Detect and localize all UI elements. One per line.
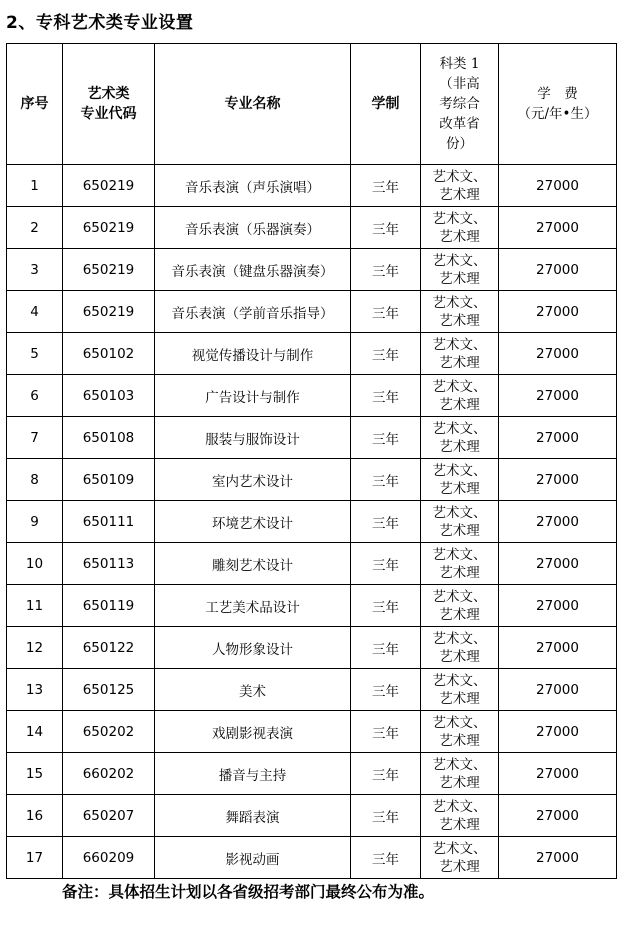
- header-fee-line2: （元/年•生）: [517, 106, 598, 122]
- cell-code: 650125: [63, 669, 155, 711]
- header-category-line: 考综合: [439, 96, 480, 112]
- cell-duration: 三年: [351, 333, 421, 375]
- footnote: 备注：具体招生计划以各省级招考部门最终公布为准。: [62, 883, 435, 901]
- cell-fee: 27000: [499, 669, 617, 711]
- cell-category-line1: 艺术文、: [432, 420, 487, 437]
- cell-index: 16: [7, 795, 63, 837]
- cell-name: 影视动画: [155, 837, 351, 879]
- cell-code: 650219: [63, 165, 155, 207]
- cell-name: 视觉传播设计与制作: [155, 333, 351, 375]
- table-row: [7, 837, 617, 879]
- table-row: [7, 669, 617, 711]
- cell-category-line1: 艺术文、: [432, 630, 487, 647]
- cell-name: 服装与服饰设计: [155, 417, 351, 459]
- cell-category: [421, 501, 499, 543]
- cell-duration: 三年: [351, 459, 421, 501]
- cell-index: 5: [7, 333, 63, 375]
- cell-fee: 27000: [499, 207, 617, 249]
- table-row: [7, 711, 617, 753]
- cell-fee: 27000: [499, 459, 617, 501]
- cell-category-line1: 艺术文、: [432, 294, 487, 311]
- table-row: [7, 627, 617, 669]
- cell-category-line2: 艺术理: [439, 270, 480, 287]
- table-body: [7, 165, 617, 879]
- cell-code: 650113: [63, 543, 155, 585]
- cell-code: 650202: [63, 711, 155, 753]
- cell-code: 650219: [63, 249, 155, 291]
- cell-category: [421, 753, 499, 795]
- table-row: [7, 585, 617, 627]
- cell-fee: 27000: [499, 837, 617, 879]
- cell-category-line1: 艺术文、: [432, 756, 487, 773]
- cell-category-line2: 艺术理: [439, 396, 480, 413]
- cell-index: 13: [7, 669, 63, 711]
- cell-category-line2: 艺术理: [439, 648, 480, 665]
- cell-name: 舞蹈表演: [155, 795, 351, 837]
- cell-fee: 27000: [499, 585, 617, 627]
- cell-category-line1: 艺术文、: [432, 714, 487, 731]
- cell-code: 650122: [63, 627, 155, 669]
- cell-category-line1: 艺术文、: [432, 252, 487, 269]
- table-header-row: [7, 44, 617, 165]
- table-row: [7, 543, 617, 585]
- cell-index: 4: [7, 291, 63, 333]
- cell-category-line1: 艺术文、: [432, 840, 487, 857]
- cell-duration: 三年: [351, 291, 421, 333]
- cell-category-line2: 艺术理: [439, 774, 480, 791]
- cell-category-line2: 艺术理: [439, 312, 480, 329]
- table-row: [7, 753, 617, 795]
- cell-name: 工艺美术品设计: [155, 585, 351, 627]
- header-duration: 学制: [351, 44, 421, 165]
- cell-category-line2: 艺术理: [439, 354, 480, 371]
- table-row: [7, 375, 617, 417]
- cell-index: 17: [7, 837, 63, 879]
- table-row: [7, 501, 617, 543]
- cell-fee: 27000: [499, 249, 617, 291]
- cell-index: 12: [7, 627, 63, 669]
- cell-code: 650111: [63, 501, 155, 543]
- cell-category-line2: 艺术理: [439, 186, 480, 203]
- cell-category: [421, 669, 499, 711]
- cell-name: 环境艺术设计: [155, 501, 351, 543]
- cell-category: [421, 795, 499, 837]
- cell-code: 660209: [63, 837, 155, 879]
- cell-fee: 27000: [499, 501, 617, 543]
- cell-duration: 三年: [351, 837, 421, 879]
- header-category-line: 份）: [446, 136, 473, 152]
- cell-category-line2: 艺术理: [439, 690, 480, 707]
- table-row: [7, 333, 617, 375]
- cell-name: 音乐表演（乐器演奏）: [155, 207, 351, 249]
- cell-index: 6: [7, 375, 63, 417]
- header-code: [63, 44, 155, 165]
- section-title: 2、专科艺术类专业设置: [6, 13, 194, 33]
- cell-fee: 27000: [499, 795, 617, 837]
- cell-category-line2: 艺术理: [439, 480, 480, 497]
- header-category: [421, 44, 499, 165]
- cell-fee: 27000: [499, 333, 617, 375]
- cell-category: [421, 711, 499, 753]
- cell-category-line1: 艺术文、: [432, 378, 487, 395]
- cell-index: 2: [7, 207, 63, 249]
- cell-index: 11: [7, 585, 63, 627]
- cell-category-line2: 艺术理: [439, 438, 480, 455]
- cell-category-line2: 艺术理: [439, 564, 480, 581]
- cell-name: 美术: [155, 669, 351, 711]
- cell-category: [421, 291, 499, 333]
- cell-duration: 三年: [351, 207, 421, 249]
- header-index: 序号: [7, 44, 63, 165]
- cell-name: 音乐表演（学前音乐指导）: [155, 291, 351, 333]
- cell-code: 650108: [63, 417, 155, 459]
- cell-name: 戏剧影视表演: [155, 711, 351, 753]
- cell-code: 650219: [63, 291, 155, 333]
- cell-fee: 27000: [499, 753, 617, 795]
- cell-index: 7: [7, 417, 63, 459]
- cell-category: [421, 165, 499, 207]
- cell-duration: 三年: [351, 249, 421, 291]
- cell-category-line2: 艺术理: [439, 858, 480, 875]
- cell-index: 8: [7, 459, 63, 501]
- cell-category-line1: 艺术文、: [432, 588, 487, 605]
- cell-category-line2: 艺术理: [439, 732, 480, 749]
- cell-fee: 27000: [499, 711, 617, 753]
- cell-name: 人物形象设计: [155, 627, 351, 669]
- cell-duration: 三年: [351, 753, 421, 795]
- cell-code: 650102: [63, 333, 155, 375]
- cell-index: 1: [7, 165, 63, 207]
- cell-duration: 三年: [351, 669, 421, 711]
- header-name: 专业名称: [155, 44, 351, 165]
- cell-category: [421, 459, 499, 501]
- cell-index: 3: [7, 249, 63, 291]
- cell-name: 室内艺术设计: [155, 459, 351, 501]
- cell-fee: 27000: [499, 627, 617, 669]
- cell-category: [421, 627, 499, 669]
- header-code-line2: 专业代码: [80, 106, 137, 122]
- header-category-line: 科类 1: [439, 56, 480, 72]
- cell-category-line2: 艺术理: [439, 606, 480, 623]
- cell-name: 播音与主持: [155, 753, 351, 795]
- table-row: [7, 795, 617, 837]
- table-row: [7, 249, 617, 291]
- cell-fee: 27000: [499, 375, 617, 417]
- cell-duration: 三年: [351, 501, 421, 543]
- cell-category-line1: 艺术文、: [432, 672, 487, 689]
- cell-category: [421, 837, 499, 879]
- cell-duration: 三年: [351, 711, 421, 753]
- cell-category-line1: 艺术文、: [432, 168, 487, 185]
- cell-category-line1: 艺术文、: [432, 798, 487, 815]
- cell-category-line1: 艺术文、: [432, 504, 487, 521]
- cell-duration: 三年: [351, 375, 421, 417]
- cell-category: [421, 417, 499, 459]
- cell-index: 9: [7, 501, 63, 543]
- cell-index: 15: [7, 753, 63, 795]
- cell-fee: 27000: [499, 417, 617, 459]
- cell-category: [421, 585, 499, 627]
- cell-index: 10: [7, 543, 63, 585]
- cell-category-line1: 艺术文、: [432, 210, 487, 227]
- cell-duration: 三年: [351, 417, 421, 459]
- cell-name: 雕刻艺术设计: [155, 543, 351, 585]
- cell-index: 14: [7, 711, 63, 753]
- cell-fee: 27000: [499, 291, 617, 333]
- cell-category-line2: 艺术理: [439, 816, 480, 833]
- cell-duration: 三年: [351, 795, 421, 837]
- table-row: [7, 165, 617, 207]
- table-row: [7, 207, 617, 249]
- table-row: [7, 417, 617, 459]
- header-category-line: 改革省: [439, 116, 480, 132]
- header-category-line: （非高: [439, 76, 480, 92]
- cell-fee: 27000: [499, 543, 617, 585]
- cell-code: 650119: [63, 585, 155, 627]
- cell-category: [421, 249, 499, 291]
- cell-category-line2: 艺术理: [439, 522, 480, 539]
- cell-name: 音乐表演（声乐演唱）: [155, 165, 351, 207]
- cell-category-line1: 艺术文、: [432, 462, 487, 479]
- header-fee-line1: 学 费: [537, 86, 578, 102]
- majors-table: [6, 43, 617, 879]
- cell-duration: 三年: [351, 627, 421, 669]
- cell-name: 广告设计与制作: [155, 375, 351, 417]
- cell-code: 650207: [63, 795, 155, 837]
- table-row: [7, 291, 617, 333]
- cell-code: 650219: [63, 207, 155, 249]
- cell-fee: 27000: [499, 165, 617, 207]
- header-fee: [499, 44, 617, 165]
- cell-name: 音乐表演（键盘乐器演奏）: [155, 249, 351, 291]
- cell-category: [421, 543, 499, 585]
- header-code-line1: 艺术类: [87, 86, 130, 102]
- cell-category-line1: 艺术文、: [432, 336, 487, 353]
- cell-duration: 三年: [351, 165, 421, 207]
- cell-category: [421, 207, 499, 249]
- table-row: [7, 459, 617, 501]
- cell-category-line1: 艺术文、: [432, 546, 487, 563]
- cell-code: 650109: [63, 459, 155, 501]
- cell-category: [421, 333, 499, 375]
- cell-category-line2: 艺术理: [439, 228, 480, 245]
- cell-category: [421, 375, 499, 417]
- cell-code: 660202: [63, 753, 155, 795]
- cell-duration: 三年: [351, 585, 421, 627]
- cell-code: 650103: [63, 375, 155, 417]
- cell-duration: 三年: [351, 543, 421, 585]
